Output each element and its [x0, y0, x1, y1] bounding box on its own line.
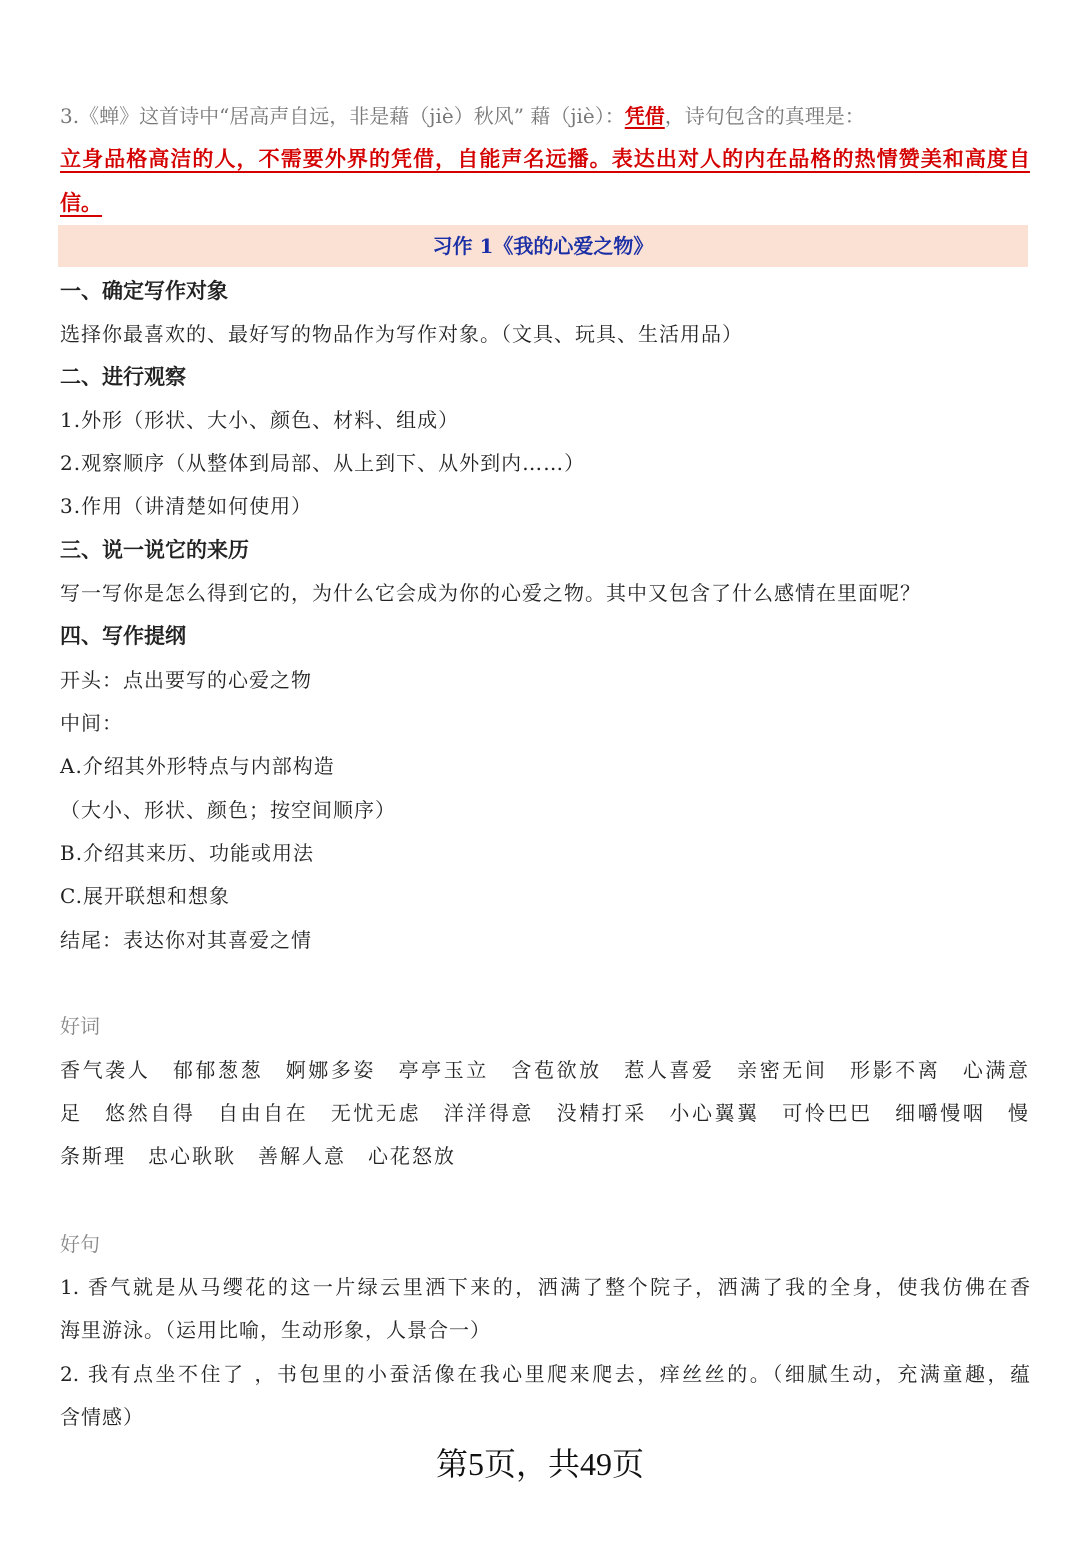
- outline-line: A.介绍其外形特点与内部构造: [60, 754, 335, 778]
- outline-line: （大小、形状、颜色；按空间顺序）: [60, 798, 396, 822]
- observation-item-2: 2.观察顺序（从整体到局部、从上到下、从外到内……）: [60, 451, 586, 475]
- section-4-heading: 四、写作提纲: [60, 623, 186, 648]
- section-3-text: 写一写你是怎么得到它的，为什么它会成为你的心爱之物。其中又包含了什么感情在里面呢？: [60, 581, 921, 605]
- page-number: 第5页，共49页: [435, 1446, 644, 1482]
- outline-line: B.介绍其来历、功能或用法: [60, 841, 315, 865]
- outline-line: 结尾：表达你对其喜爱之情: [60, 928, 312, 952]
- poem-note-prefix: 3.《蝉》这首诗中“居高声自远，非是藉（jiè）秋风” 藉（jiè）：: [60, 104, 625, 128]
- section-3-heading: 三、说一说它的来历: [60, 537, 249, 562]
- truth-line-1: 立身品格高洁的人，不需要外界的凭借，自能声名远播。表达出对人的内在品格的热情赞美和高度自: [60, 146, 1030, 171]
- observation-item-1: 1.外形（形状、大小、颜色、材料、组成）: [60, 408, 460, 432]
- good-sentence-line: 2. 我有点坐不住了 ，书包里的小蚕活像在我心里爬来爬去，痒丝丝的。（细腻生动，充满童趣，蕴: [60, 1362, 1030, 1386]
- poem-note-line: [60, 102, 1030, 130]
- good-sentence-line: 海里游泳。（运用比喻，生动形象，人景合一）: [60, 1318, 491, 1342]
- truth-line-2: 信。: [60, 190, 102, 215]
- outline-line: 开头：点出要写的心爱之物: [60, 668, 312, 692]
- outline-line: 中间：: [60, 711, 123, 735]
- good-sentence-line: 1. 香气就是从马缨花的这一片绿云里洒下来的，洒满了整个院子，洒满了我的全身，使我仿佛在香: [60, 1275, 1030, 1299]
- outline-line: C.展开联想和想象: [60, 884, 230, 908]
- good-words-line: 香气袭人 郁郁葱葱 婀娜多姿 亭亭玉立 含苞欲放 惹人喜爱 亲密无间 形影不离 心满意: [60, 1058, 1030, 1082]
- observation-item-3: 3.作用（讲清楚如何使用）: [60, 494, 313, 518]
- good-words-label: 好词: [60, 1014, 100, 1038]
- section-banner: 习作 1《我的心爱之物》: [58, 225, 1028, 267]
- section-2-heading: 二、进行观察: [60, 364, 186, 389]
- good-words-line: 足 悠然自得 自由自在 无忧无虑 洋洋得意 没精打采 小心翼翼 可怜巴巴 细嚼慢咽 慢: [60, 1101, 1030, 1125]
- section-1-heading: 一、确定写作对象: [60, 278, 228, 303]
- keyword-highlight: 凭借: [624, 104, 665, 128]
- poem-note-suffix: ，诗句包含的真理是：: [664, 104, 865, 128]
- good-sentences-label: 好句: [60, 1232, 100, 1256]
- good-sentence-line: 含情感）: [60, 1405, 144, 1429]
- section-1-text: 选择你最喜欢的、最好写的物品作为写作对象。（文具、玩具、生活用品）: [60, 322, 743, 346]
- good-words-line: 条斯理 忠心耿耿 善解人意 心花怒放: [60, 1144, 456, 1168]
